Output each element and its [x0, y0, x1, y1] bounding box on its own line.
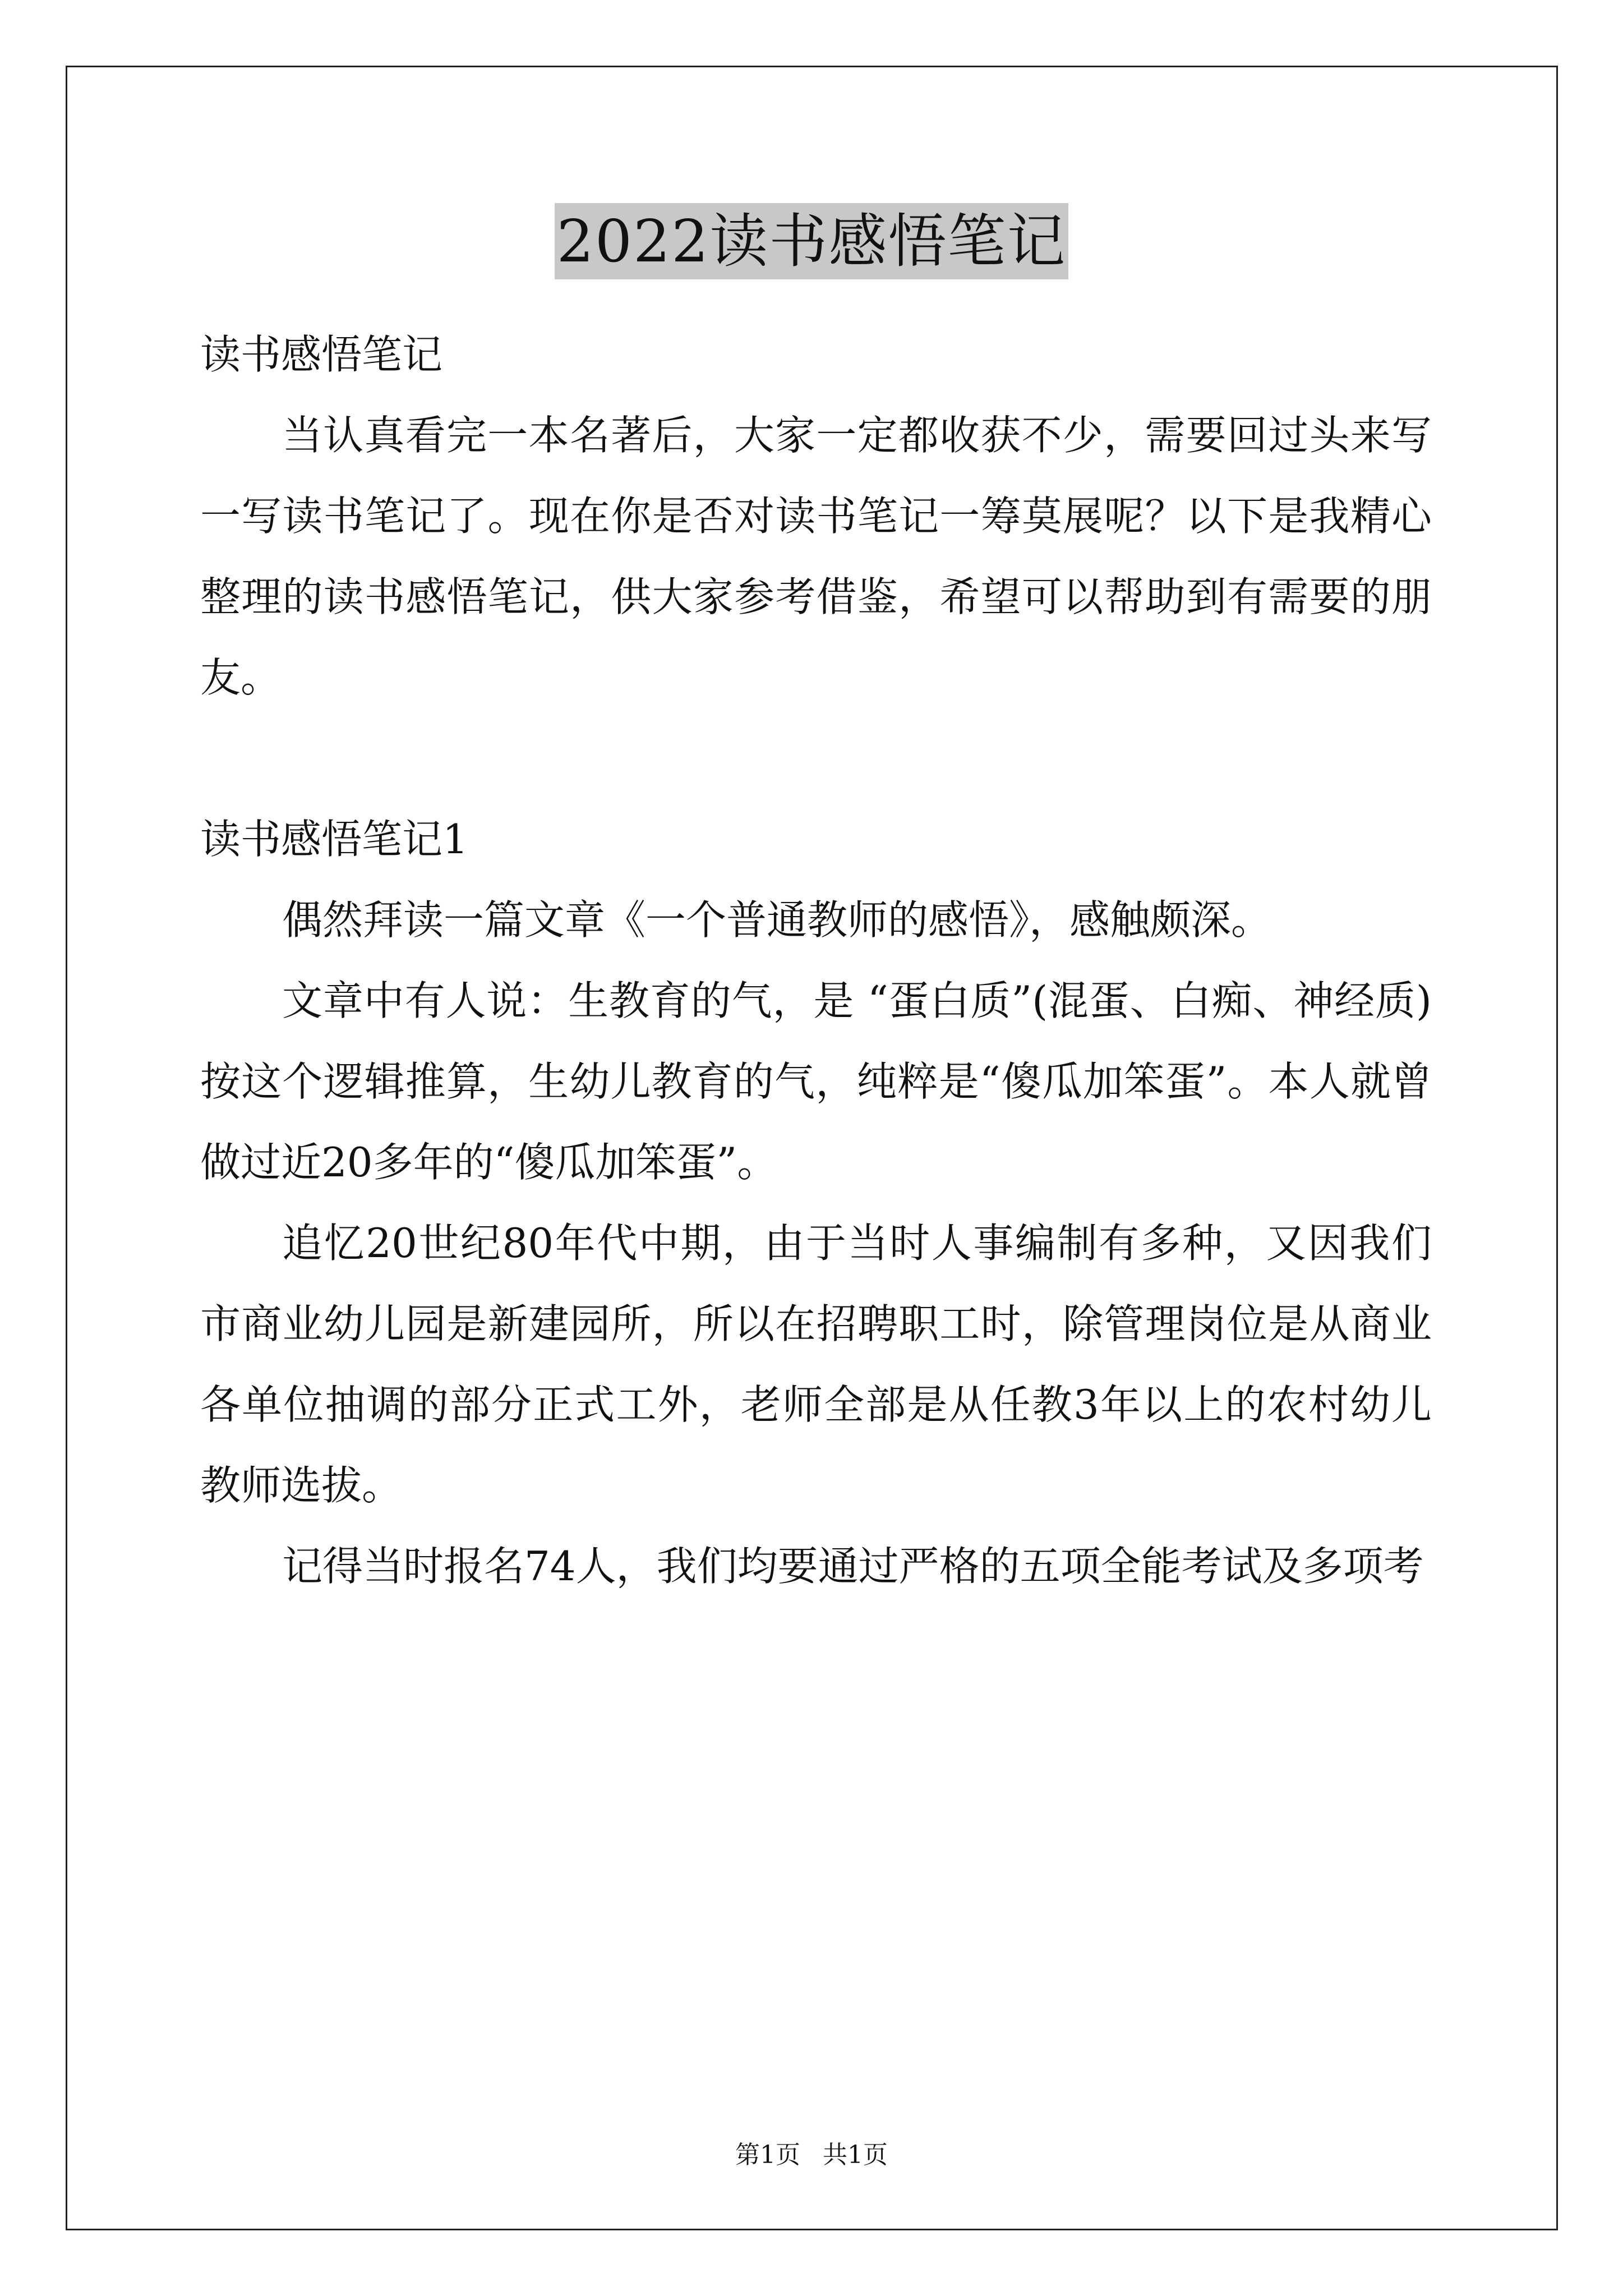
section-heading-1: 读书感悟笔记1 [200, 816, 468, 863]
document-title: 2022读书感悟笔记 [555, 203, 1069, 279]
blank-line [200, 718, 1432, 799]
body-paragraph: 偶然拜读一篇文章《一个普通教师的感悟》，感触颇深。 [282, 896, 1272, 944]
title-container [0, 203, 1623, 279]
body-paragraph: 记得当时报名74人，我们均要通过严格的五项全能考试及多项考 [282, 1543, 1424, 1590]
page-footer [0, 2138, 1623, 2172]
body-paragraph: 追忆20世纪80年代中期，由于当时人事编制有多种，又因我们市商业幼儿园是新建园所，所以在招聘职工时，除管理岗位是从商业各单位抽调的部分正式工外，老师全部是从任教3年以上的农村幼儿教师选拔。 [200, 1220, 1432, 1509]
intro-paragraph: 当认真看完一本名著后，大家一定都收获不少，需要回过头来写一写读书笔记了。现在你是否对读书笔记一筹莫展呢？以下是我精心整理的读书感悟笔记，供大家参考借鉴，希望可以帮助到有需要的朋友。 [200, 412, 1432, 701]
section-heading: 读书感悟笔记 [200, 331, 443, 378]
page-number: 第1页 [735, 2141, 800, 2169]
document-body [200, 314, 1432, 1607]
page-total: 共1页 [823, 2141, 888, 2169]
body-paragraph: 文章中有人说：生教育的气，是 “蛋白质”(混蛋、白痴、神经质)按这个逻辑推算，生幼儿教育的气，纯粹是“傻瓜加笨蛋”。本人就曾做过近20多年的“傻瓜加笨蛋”。 [200, 977, 1432, 1186]
